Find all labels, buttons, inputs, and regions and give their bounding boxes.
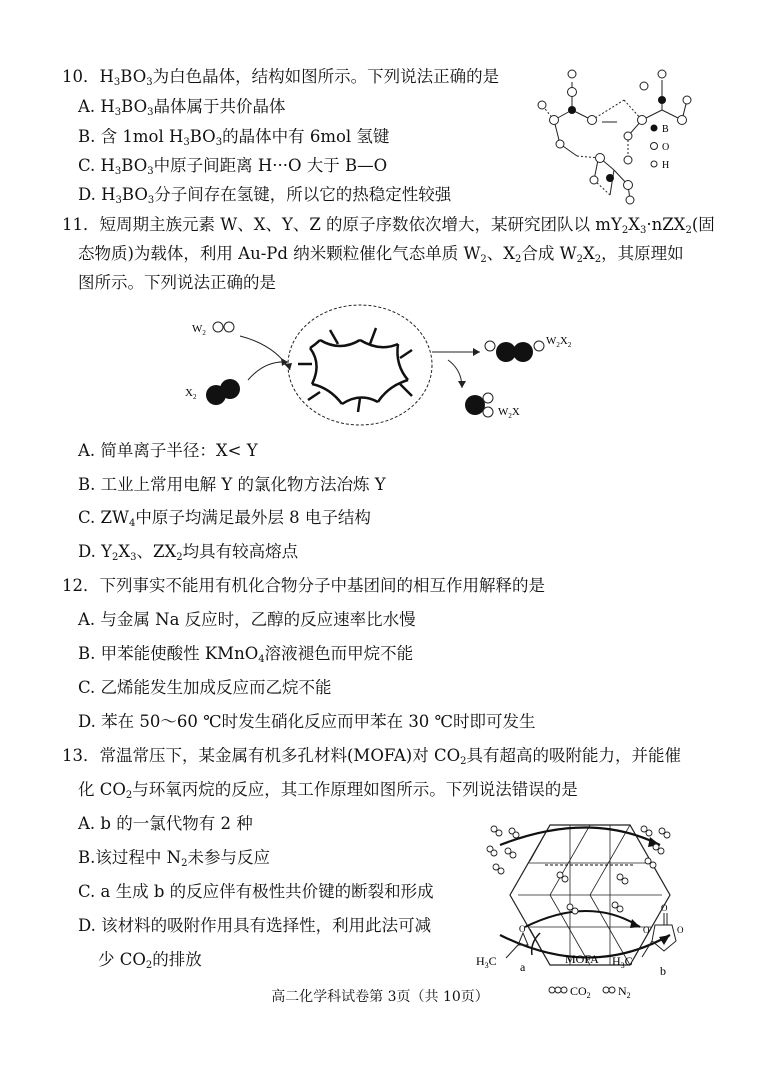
q13-stem-line2: 化 $CO_2$与环氧丙烷的反应，其工作原理如图所示。下列说法错误的是 <box>78 780 578 801</box>
label-b: b <box>660 964 666 978</box>
w2-label: $W_2$ <box>192 323 206 337</box>
w2x2-label: $W_2X_2$ <box>546 335 572 349</box>
q10-option-c: C. $H_3BO_3$中原子间距离 H···O 大于 B—O <box>78 156 388 177</box>
q10-option-d: D. $H_3BO_3$分子间存在氢键，所以它的热稳定性较强 <box>78 185 452 206</box>
q10-option-a: A. $H_3BO_3$晶体属于共价晶体 <box>78 97 286 118</box>
svg-text:O: O <box>677 925 684 935</box>
q13-option-d-line1: D. 该材料的吸附作用具有选择性，利用此法可减 <box>78 916 432 935</box>
legend-hydrogen-dot <box>651 161 657 167</box>
svg-text:O: O <box>643 925 650 935</box>
q11-option-a: A. 简单离子半径：X< Y <box>78 441 258 460</box>
svg-text:N2: $N_2$ <box>618 984 631 1000</box>
legend-boron-dot <box>651 125 658 132</box>
q11-option-b: B. 工业上常用电解 Y 的氯化物方法冶炼 Y <box>78 475 386 494</box>
page-footer: 高二化学科试卷第 3页（共 10页） <box>271 989 489 1005</box>
q11-stem-line1: 11．短周期主族元素 W、X、Y、Z 的原子序数依次增大，某研究团队以 $mY_2X_3\cdot nZX_2$(固 <box>62 215 715 236</box>
q13-option-d-line2: 少 $CO_2$的排放 <box>98 950 202 971</box>
q13-option-a: A. b 的一氯代物有 2 种 <box>78 814 253 833</box>
q13-stem-line1: 13．常温常压下，某金属有机多孔材料(MOFA)对 $CO_2$具有超高的吸附能力，并能催 <box>62 746 681 767</box>
legend-h-label: H <box>662 160 670 171</box>
q11-option-d: D. $Y_2X_3$、$ZX_2$均具有较高熔点 <box>78 542 299 563</box>
q11-reaction-figure <box>180 300 600 430</box>
q10-option-b: B. 含 1mol $H_3BO_3$的晶体中有 6mol 氢键 <box>78 127 390 148</box>
svg-text:O: O <box>519 924 526 934</box>
q11-option-c: C. $ZW_4$中原子均满足最外层 8 电子结构 <box>78 508 371 529</box>
cyclic-carbonate-b <box>612 903 684 978</box>
h3c-label-b: $H_3C$ <box>612 954 633 970</box>
h3c-label-a: $H_3C$ <box>476 954 497 970</box>
legend-oxygen-dot <box>651 143 658 150</box>
q13-mofa-figure <box>470 815 715 1003</box>
w2x-label: $W_2X$ <box>498 406 520 420</box>
q12-option-d: D. 苯在 50～60 ℃时发生硝化反应而甲苯在 30 ℃时即可发生 <box>78 712 536 731</box>
svg-text:CO2: $CO_2$ <box>570 984 591 1000</box>
q13-option-c: C. a 生成 b 的反应伴有极性共价键的断裂和形成 <box>78 882 434 901</box>
svg-text:O: O <box>661 903 668 913</box>
catalyst-ring <box>298 328 412 412</box>
q12-option-c: C. 乙烯能发生加成反应而乙烷不能 <box>78 678 332 697</box>
x2-label: $X_2$ <box>185 387 197 401</box>
legend-b-label: B <box>662 124 669 135</box>
mofa-label: MOFA <box>565 952 599 966</box>
q13-option-b: B.该过程中 $N_2$未参与反应 <box>78 848 270 869</box>
q12-option-b: B. 甲苯能使酸性 KMnO$_4$溶液褪色而甲烷不能 <box>78 644 414 665</box>
epoxypropane-a <box>476 924 528 974</box>
h3bo3-structure-figure <box>532 60 702 205</box>
q12-option-a: A. 与金属 Na 反应时，乙醇的反应速率比水慢 <box>78 610 416 629</box>
q11-stem-line3: 图所示。下列说法正确的是 <box>78 273 276 292</box>
label-a: a <box>520 960 526 974</box>
q12-stem: 12．下列事实不能用有机化合物分子中基团间的相互作用解释的是 <box>62 576 545 595</box>
q10-stem: 10．$H_3BO_3$为白色晶体，结构如图所示。下列说法正确的是 <box>62 67 500 88</box>
legend-o-label: O <box>662 142 670 153</box>
q11-stem-line2: 态物质)为载体，利用 Au-Pd 纳米颗粒催化气态单质 $W_2$、$X_2$合成 $W_2X_2$，其原理如 <box>78 244 684 265</box>
